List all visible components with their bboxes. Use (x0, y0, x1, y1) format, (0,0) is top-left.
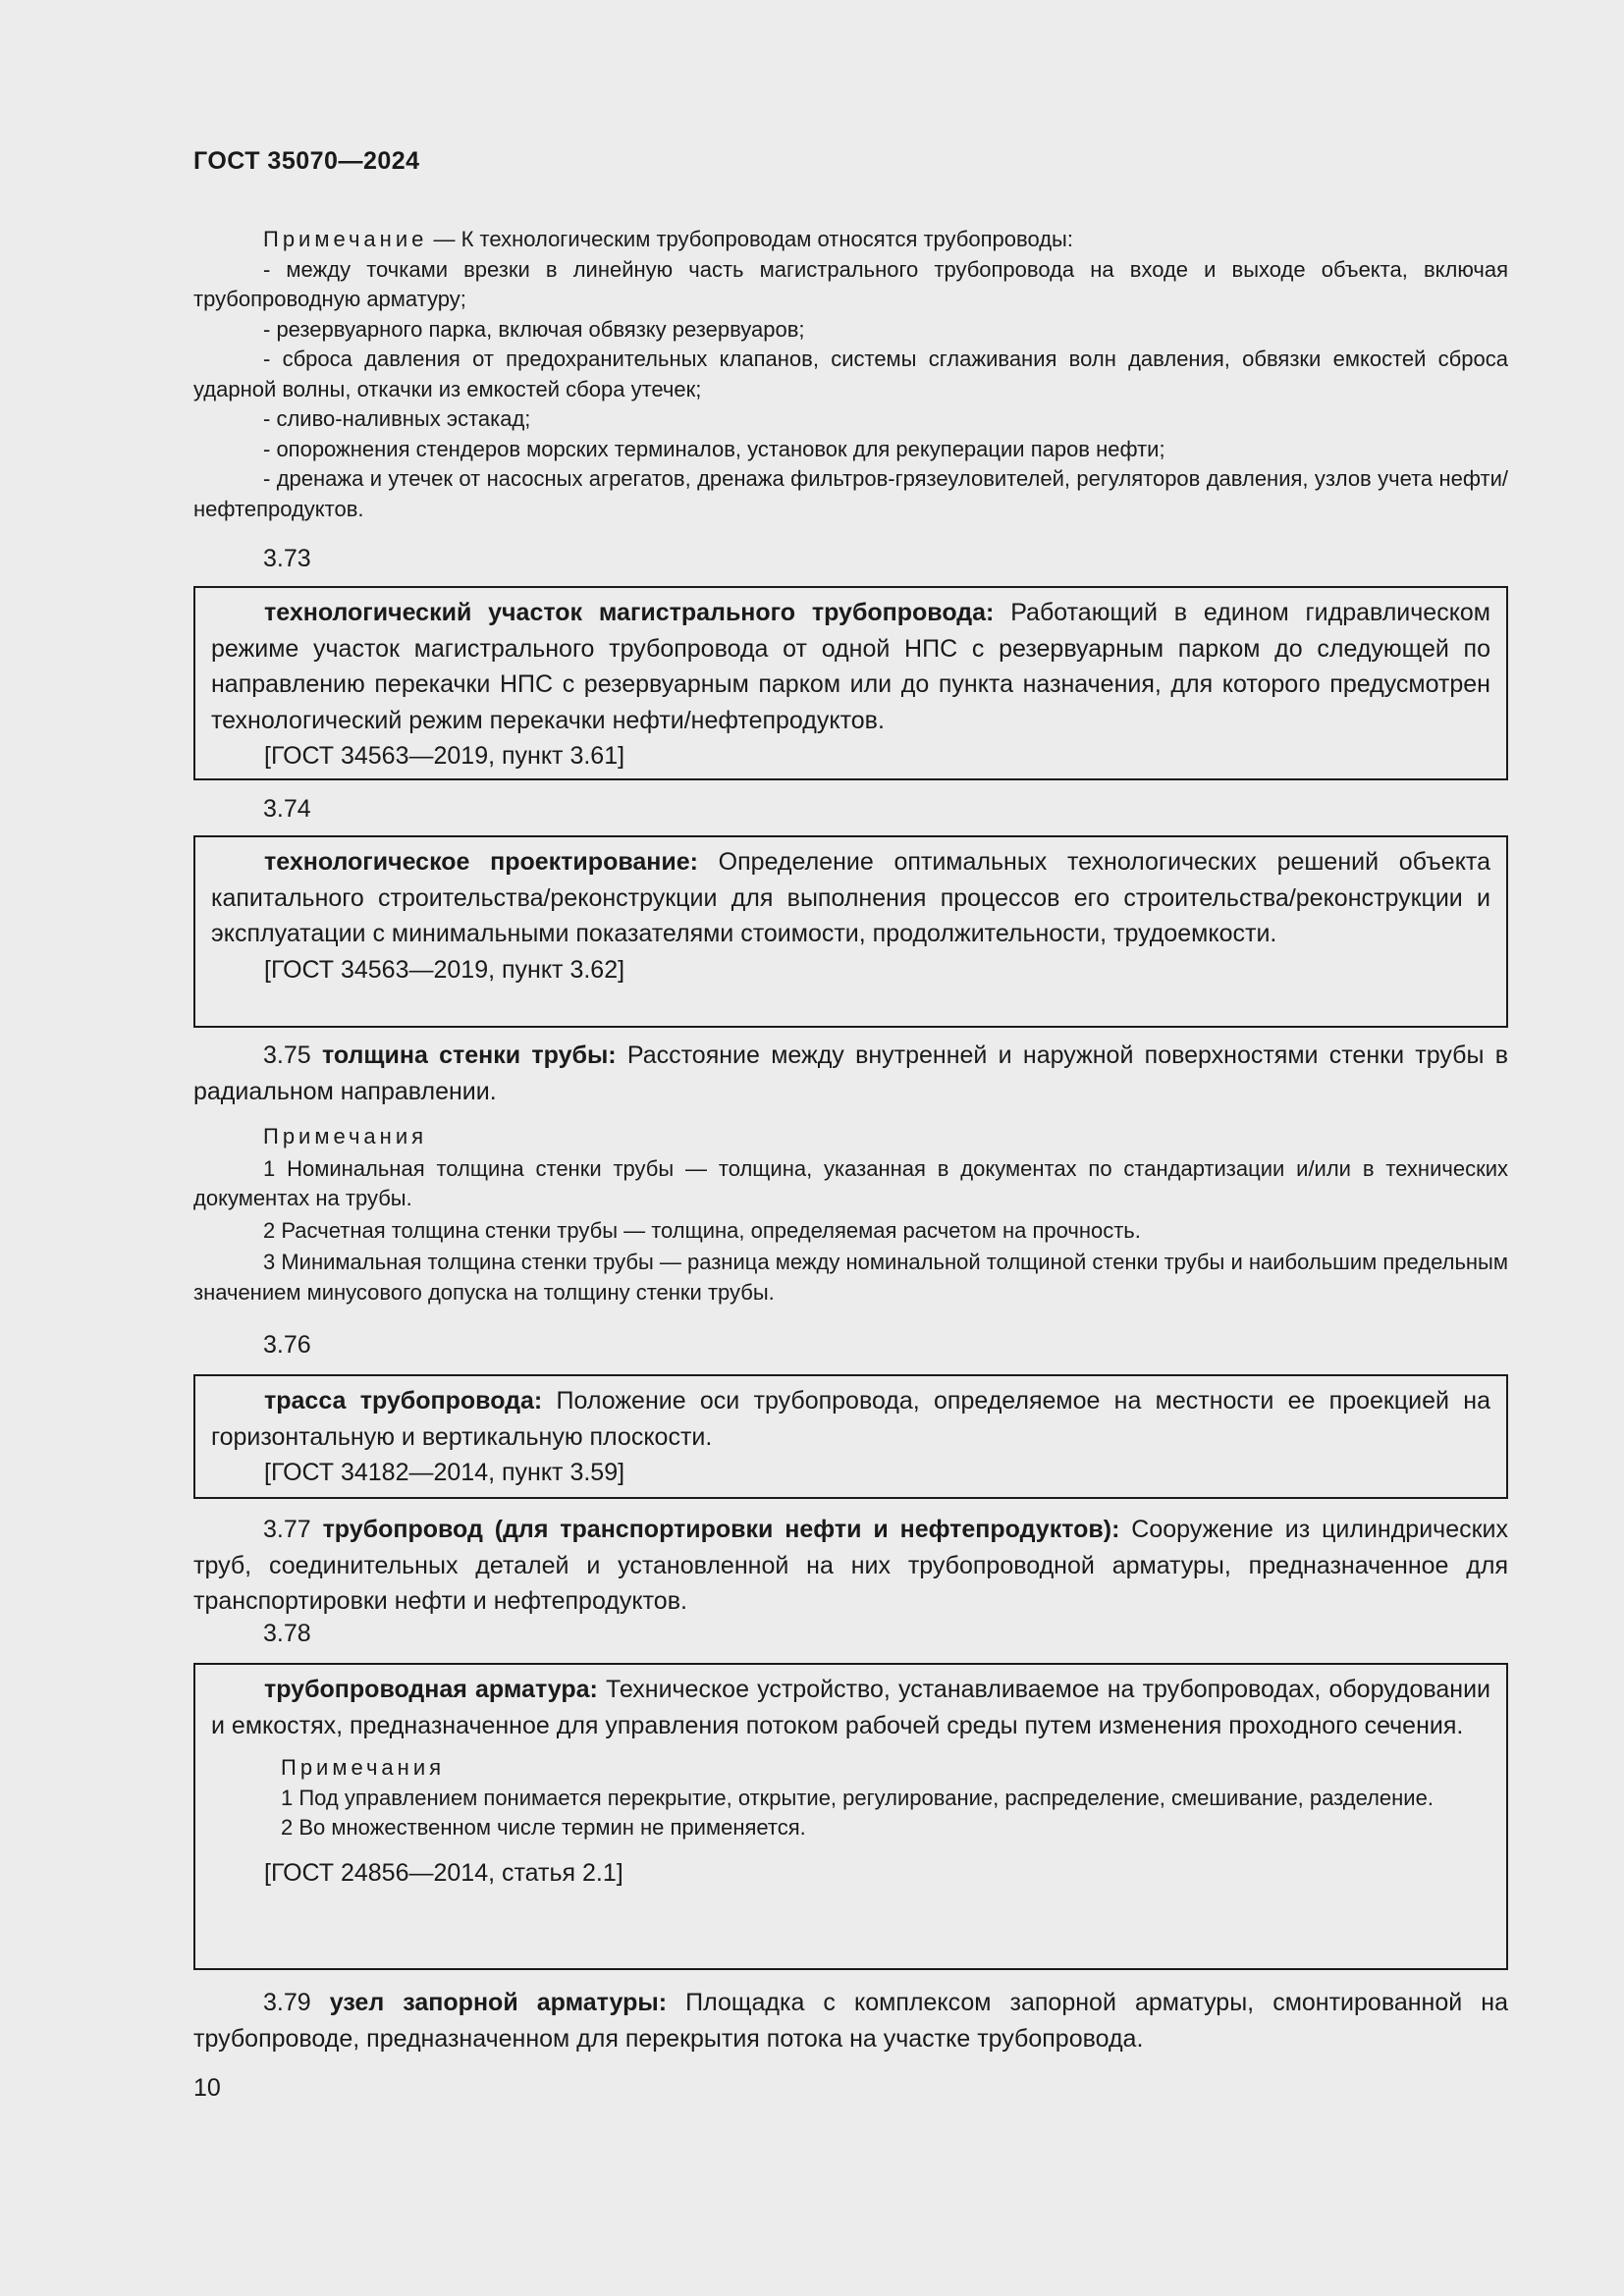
term-box-3-74 (193, 835, 1508, 1028)
term-definition: Расстояние между внутренней и наружной поверхностями стенки трубы в радиальном направлении. (193, 1041, 1508, 1105)
note-item: 3 Минимальная толщина стенки трубы — разница между номинальной толщиной стенки трубы и наибольшим предельным значением минусового допуска на толщину стенки трубы. (193, 1250, 1508, 1305)
term-source: [ГОСТ 34563—2019, пункт 3.62] (264, 955, 625, 984)
term: технологический участок магистрального трубопровода: (264, 599, 995, 626)
term: технологическое проектирование: (264, 848, 698, 876)
term: толщина стенки трубы: (321, 1041, 617, 1069)
section-number: 3.74 (263, 795, 311, 823)
note-intro: — К технологическим трубопроводам относятся трубопроводы: (427, 227, 1073, 251)
term-definition: Определение оптимальных технологических решений объекта капитального строительства/реконструкции для выполнения процессов его строительства/реконструкции и эксплуатации с минимальными показателями стоимости, продолжительности, трудоемкости. (211, 848, 1490, 947)
term-definition: Положение оси трубопровода, определяемое на местности ее проекцией на горизонтальную и вертикальную плоскости. (211, 1387, 1490, 1451)
page-number: 10 (193, 2074, 221, 2102)
term-box-3-73 (193, 586, 1508, 780)
note-item: - сброса давления от предохранительных клапанов, системы сглаживания волн давления, обвязки емкостей сброса ударной волны, откачки из емкостей сбора утечек; (193, 347, 1508, 401)
note-item: - между точками врезки в линейную часть магистрального трубопровода на входе и выходе объекта, включая трубопроводную арматуру; (193, 256, 1508, 311)
term: узел запорной арматуры: (329, 1989, 668, 2016)
note-item: - резервуарного парка, включая обвязку резервуаров; (263, 316, 805, 342)
term-definition: Техническое устройство, устанавливаемое на трубопроводах, оборудовании и емкостях, предназначенное для управления потоком рабочей среды путем изменения проходного сечения. (211, 1676, 1491, 1739)
notes-label: Примечания (263, 1124, 428, 1148)
term-box-3-78 (193, 1663, 1508, 1970)
section-number: 3.77 (263, 1516, 311, 1543)
notes-label: Примечания (281, 1755, 446, 1780)
term-box-3-76 (193, 1374, 1508, 1499)
note-item: 1 Номинальная толщина стенки трубы — толщина, указанная в документах по стандартизации и/или в технических документах на трубы. (193, 1155, 1508, 1210)
note-item: 1 Под управлением понимается перекрытие, открытие, регулирование, распределение, смешивание, разделение. (281, 1785, 1434, 1810)
section-number: 3.73 (263, 545, 311, 572)
term: трубопроводная арматура: (264, 1676, 598, 1703)
note-item: 2 Во множественном числе термин не применяется. (281, 1815, 806, 1840)
term-source: [ГОСТ 34563—2019, пункт 3.61] (264, 742, 625, 770)
section-number: 3.79 (263, 1989, 311, 2016)
section-number: 3.78 (263, 1620, 311, 1647)
document-header: ГОСТ 35070—2024 (193, 147, 420, 175)
term: трубопровод (для транспортировки нефти и нефтепродуктов): (322, 1516, 1120, 1543)
term-definition: Работающий в едином гидравлическом режиме участок магистрального трубопровода от одной НПС с резервуарным парком до следующей по направлению перекачки НПС с резервуарным парком или до пункта назначения, для которого предусмотрен технологический режим перекачки нефти/нефтепродуктов. (211, 599, 1490, 734)
note-technological-pipelines (193, 225, 1508, 524)
notes-3-75 (193, 1122, 1508, 1308)
term-source: [ГОСТ 34182—2014, пункт 3.59] (264, 1459, 625, 1486)
section-number: 3.76 (263, 1331, 311, 1359)
term-source: [ГОСТ 24856—2014, статья 2.1] (264, 1858, 623, 1887)
term-definition: Сооружение из цилиндрических труб, соединительных деталей и установленной на них трубопроводной арматуры, предназначенное для транспортировки нефти и нефтепродуктов. (193, 1516, 1508, 1615)
note-item: - сливо-наливных эстакад; (263, 406, 531, 431)
note-item: - дренажа и утечек от насосных агрегатов, дренажа фильтров-грязеуловителей, регуляторов давления, узлов учета нефти/нефтепродуктов. (193, 466, 1508, 521)
section-number: 3.75 (263, 1041, 311, 1069)
note-item: - опорожнения стендеров морских терминалов, установок для рекуперации паров нефти; (263, 436, 1165, 461)
term-3-79 (193, 1985, 1508, 2056)
term-definition: Площадка с комплексом запорной арматуры, смонтированной на трубопроводе, предназначенном для перекрытия потока на участке трубопровода. (193, 1989, 1509, 2053)
term: трасса трубопровода: (264, 1387, 543, 1415)
note-item: 2 Расчетная толщина стенки трубы — толщина, определяемая расчетом на прочность. (263, 1217, 1141, 1243)
note-label: Примечание (263, 227, 428, 251)
term-3-77 (193, 1512, 1508, 1620)
term-3-75 (193, 1038, 1508, 1109)
